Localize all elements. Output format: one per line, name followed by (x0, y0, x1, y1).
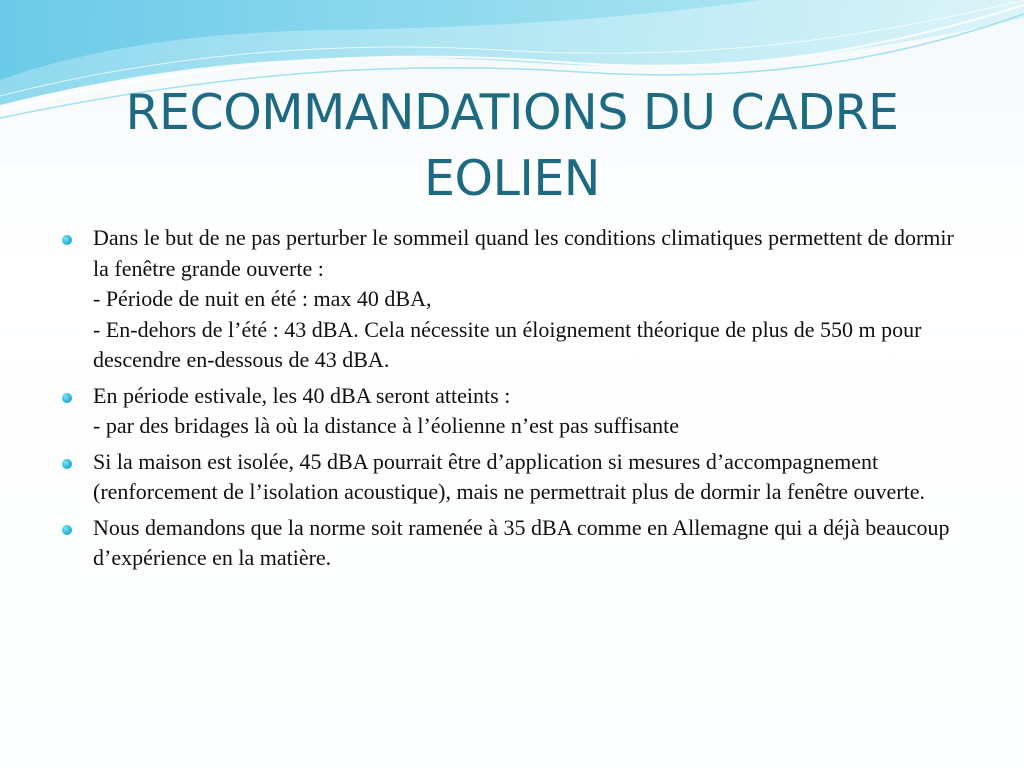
bullet-dot-icon (62, 235, 72, 245)
bullet-text: - En-dehors de l’été : 43 dBA. Cela nécessite un éloignement théorique de plus de 550 m pour descendre en-dessous de 43 dBA. (93, 316, 922, 372)
bullet-item (62, 447, 962, 508)
bullet-dot-icon (62, 525, 72, 535)
bullet-text: Si la maison est isolée, 45 dBA pourrait être d’application si mesures d’accompagnement (renforcement de l’isolation acoustique), mais ne permettrait plus de dormir la fenêtre ouverte. (93, 448, 926, 504)
slide-title: RECOMMANDATIONS DU CADRE EOLIEN (125, 84, 899, 207)
bullet-text: - par des bridages là où la distance à l’éolienne n’est pas suffisante (93, 413, 680, 438)
bullet-text: En période estivale, les 40 dBA seront atteints : (93, 382, 511, 408)
bullet-list (62, 223, 962, 579)
bullet-dot-icon (62, 393, 72, 403)
bullet-item (62, 513, 962, 574)
bullet-text: - Période de nuit en été : max 40 dBA, (93, 286, 432, 311)
bullet-text: Nous demandons que la norme soit ramenée à 35 dBA comme en Allemagne qui a déjà beaucoup d’expérience en la matière. (93, 514, 950, 570)
bullet-text: Dans le but de ne pas perturber le sommeil quand les conditions climatiques permettent de dormir la fenêtre grande ouverte : (93, 225, 954, 281)
bullet-item (62, 223, 962, 376)
bullet-dot-icon (62, 459, 72, 469)
bullet-item (62, 381, 962, 442)
